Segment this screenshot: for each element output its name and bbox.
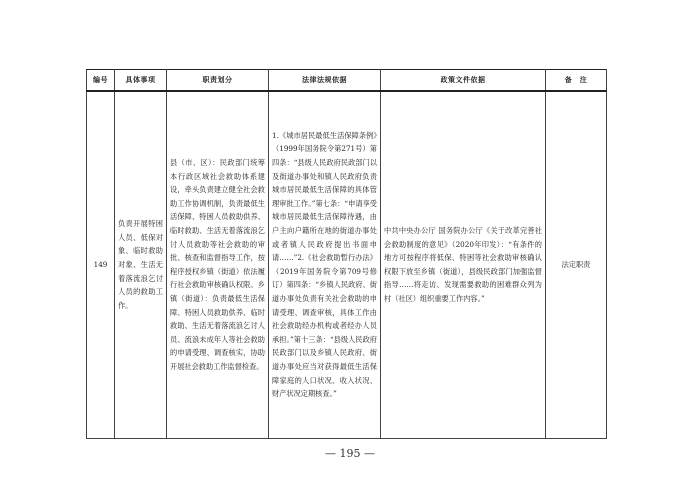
cell-remark: 法定职责 [546, 91, 607, 438]
cell-law: 1.《城市居民最低生活保障条例》（1999年国务院令第271号）第四条：“县级人民政府民政部门以及街道办事处和镇人民政府负责城市居民最低生活保障的具体管理审批工作。”第七条：“申请享受城市居民最低生活保障待遇，由户主向户籍所在地的街道办事处或者镇人民政府提出书面申请……”2.《社会救助暂行办法》（2019年国务院令第709号修订）第四条：“乡镇人民政府、街道办事处负责有关社会救助的申请受理、调查审核，具体工作由社会救助经办机构或者经办人员承担。”第十三条：“县级人民政府民政部门以及乡镇人民政府、街道办事处应当对获得最低生活保障家庭的人口状况、收入状况、财产状况定期核查。” [269, 91, 381, 438]
duty-table [86, 69, 607, 439]
table-row [87, 91, 607, 438]
header-number: 编号 [87, 70, 115, 92]
cell-number: 149 [87, 91, 115, 438]
header-duty: 职责划分 [167, 70, 269, 92]
cell-policy: 中共中央办公厅 国务院办公厅《关于改革完善社会救助制度的意见》（2020年印发）：“有条件的地方可按程序将低保、特困等社会救助审核确认权限下放至乡镇（街道），县级民政部门加强监督指导……将走访、发现需要救助的困难群众列为村（社区）组织重要工作内容。” [381, 91, 546, 438]
header-law: 法律法规依据 [269, 70, 381, 92]
header-item: 具体事项 [115, 70, 167, 92]
table-header-row [87, 70, 607, 92]
cell-duty: 县（市、区）：民政部门统筹本行政区域社会救助体系建设，牵头负责建立健全社会救助工作协调机制，负责最低生活保障、特困人员救助供养、临时救助、生活无着落流浪乞讨人员救助等社会救助的审批、核查和监督指导工作，按程序授权乡镇（街道）依法履行社会救助审核确认权限。乡镇（街道）：负责最低生活保障、特困人员救助供养、临时救助、生活无着落流浪乞讨人员、流浪未成年人等社会救助的申请受理、调查核实，协助开展社会救助工作监督检查。 [167, 91, 269, 438]
header-policy: 政策文件依据 [381, 70, 546, 92]
page-number: — 195 — [325, 447, 375, 460]
cell-item: 负责开展特困人员、低保对象、临时救助对象、生活无着落流浪乞讨人员的救助工作。 [115, 91, 167, 438]
header-remark: 备 注 [546, 70, 607, 92]
